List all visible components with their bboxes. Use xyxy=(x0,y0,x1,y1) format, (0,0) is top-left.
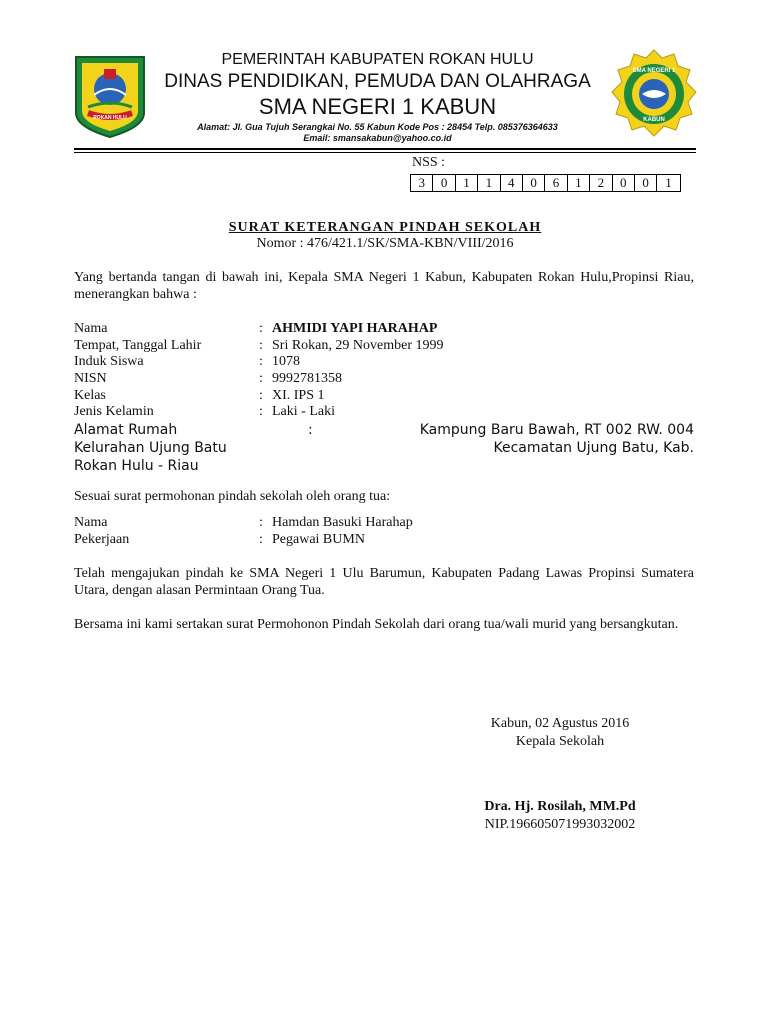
logo-right-text-top: SMA NEGERI 1 xyxy=(632,68,676,74)
school-logo xyxy=(608,48,700,140)
header-rule-thick xyxy=(74,148,696,150)
student-row-class xyxy=(74,388,694,405)
header-rule-thin xyxy=(74,152,696,153)
row-colon: : xyxy=(259,515,263,530)
address-line-3 xyxy=(74,457,694,475)
row-label: Nama xyxy=(74,321,108,336)
signature-position: Kepala Sekolah xyxy=(515,734,605,749)
address-line-2 xyxy=(74,439,694,457)
row-colon: : xyxy=(259,354,263,369)
nss-digit: 1 xyxy=(665,175,672,190)
row-label: Kelas xyxy=(74,388,106,403)
signature-place-date: Kabun, 02 Agustus 2016 xyxy=(490,716,630,731)
row-colon: : xyxy=(259,321,263,336)
signature-nip: NIP.196605071993032002 xyxy=(484,817,636,832)
parent-row-job xyxy=(74,532,694,549)
nss-digit: 6 xyxy=(545,175,567,191)
row-label: Jenis Kelamin xyxy=(74,404,154,419)
header-address: Alamat: Jl. Gua Tujuh Serangkai No. 55 Kabun Kode Pos : 28454 Telp. 085376364633 xyxy=(197,122,558,132)
attachment-paragraph: Bersama ini kami sertakan surat Permohonon Pindah Sekolah dari orang tua/wali murid yang bersangkutan. xyxy=(74,617,679,632)
nss-digit: 1 xyxy=(568,175,590,191)
address-colon: : xyxy=(308,422,313,438)
nss-digit-boxes xyxy=(410,174,681,192)
address-region: Rokan Hulu - Riau xyxy=(74,458,199,474)
row-value: 9992781358 xyxy=(272,371,342,386)
address-kelurahan: Kelurahan Ujung Batu xyxy=(74,440,227,456)
nss-label: NSS : xyxy=(412,155,446,170)
header-school-name: SMA NEGERI 1 KABUN xyxy=(258,94,497,119)
address-kecamatan: Kecamatan Ujung Batu, Kab. xyxy=(493,440,694,456)
student-row-birth xyxy=(74,338,694,355)
header-email: Email: smansakabun@yahoo.co.id xyxy=(303,133,452,143)
row-value: Laki - Laki xyxy=(272,404,335,419)
student-row-induk xyxy=(74,354,694,371)
student-row-gender xyxy=(74,404,694,421)
nss-digit: 3 xyxy=(411,175,433,191)
student-row-nisn xyxy=(74,371,694,388)
logo-right-text-bottom: KABUN xyxy=(643,117,665,123)
nss-digit: 2 xyxy=(590,175,612,191)
row-label: Nama xyxy=(74,515,108,530)
nss-digit: 4 xyxy=(501,175,523,191)
row-label: Tempat, Tanggal Lahir xyxy=(74,338,202,353)
row-value: Hamdan Basuki Harahap xyxy=(272,515,413,530)
nss-digit: 1 xyxy=(456,175,478,191)
row-colon: : xyxy=(259,371,263,386)
address-line-1 xyxy=(74,421,694,439)
signature-name: Dra. Hj. Rosilah, MM.Pd xyxy=(484,799,636,814)
row-colon: : xyxy=(259,532,263,547)
document-number: Nomor : 476/421.1/SK/SMA-KBN/VIII/2016 xyxy=(256,236,514,251)
row-value: Sri Rokan, 29 November 1999 xyxy=(272,338,444,353)
address-value-1: Kampung Baru Bawah, RT 002 RW. 004 xyxy=(419,422,694,438)
document-title: SURAT KETERANGAN PINDAH SEKOLAH xyxy=(228,220,542,235)
nss-digit: 1 xyxy=(478,175,500,191)
row-value: Pegawai BUMN xyxy=(272,532,365,547)
row-colon: : xyxy=(259,388,263,403)
student-row-name xyxy=(74,321,694,338)
header-department: DINAS PENDIDIKAN, PEMUDA DAN OLAHRAGA xyxy=(164,71,591,92)
nss-digit: 0 xyxy=(433,175,455,191)
intro-paragraph: Yang bertanda tangan di bawah ini, Kepala SMA Negeri 1 Kabun, Kabupaten Rokan Hulu,Propinsi Riau, menerangkan bahwa : xyxy=(74,270,694,302)
logo-left-text: ROKAN HULU xyxy=(93,115,127,121)
student-name-value: AHMIDI YAPI HARAHAP xyxy=(272,321,438,336)
row-value: 1078 xyxy=(272,354,300,369)
nss-digit: 0 xyxy=(613,175,635,191)
parent-intro: Sesuai surat permohonan pindah sekolah oleh orang tua: xyxy=(74,489,391,504)
address-label: Alamat Rumah xyxy=(74,422,178,438)
row-label: Induk Siswa xyxy=(74,354,144,369)
nss-digit: 0 xyxy=(635,175,657,191)
transfer-paragraph: Telah mengajukan pindah ke SMA Negeri 1 Ulu Barumun, Kabupaten Padang Lawas Propinsi Sumatera Utara, dengan alasan Permintaan Orang Tua. xyxy=(74,566,694,598)
row-label: NISN xyxy=(74,371,107,386)
row-label: Pekerjaan xyxy=(74,532,130,547)
row-colon: : xyxy=(259,404,263,419)
rokan-hulu-logo xyxy=(74,55,146,139)
parent-row-name xyxy=(74,515,694,532)
nss-digit: 0 xyxy=(523,175,545,191)
row-value: XI. IPS 1 xyxy=(272,388,325,403)
header-government: PEMERINTAH KABUPATEN ROKAN HULU xyxy=(221,51,534,68)
row-colon: : xyxy=(259,338,263,353)
